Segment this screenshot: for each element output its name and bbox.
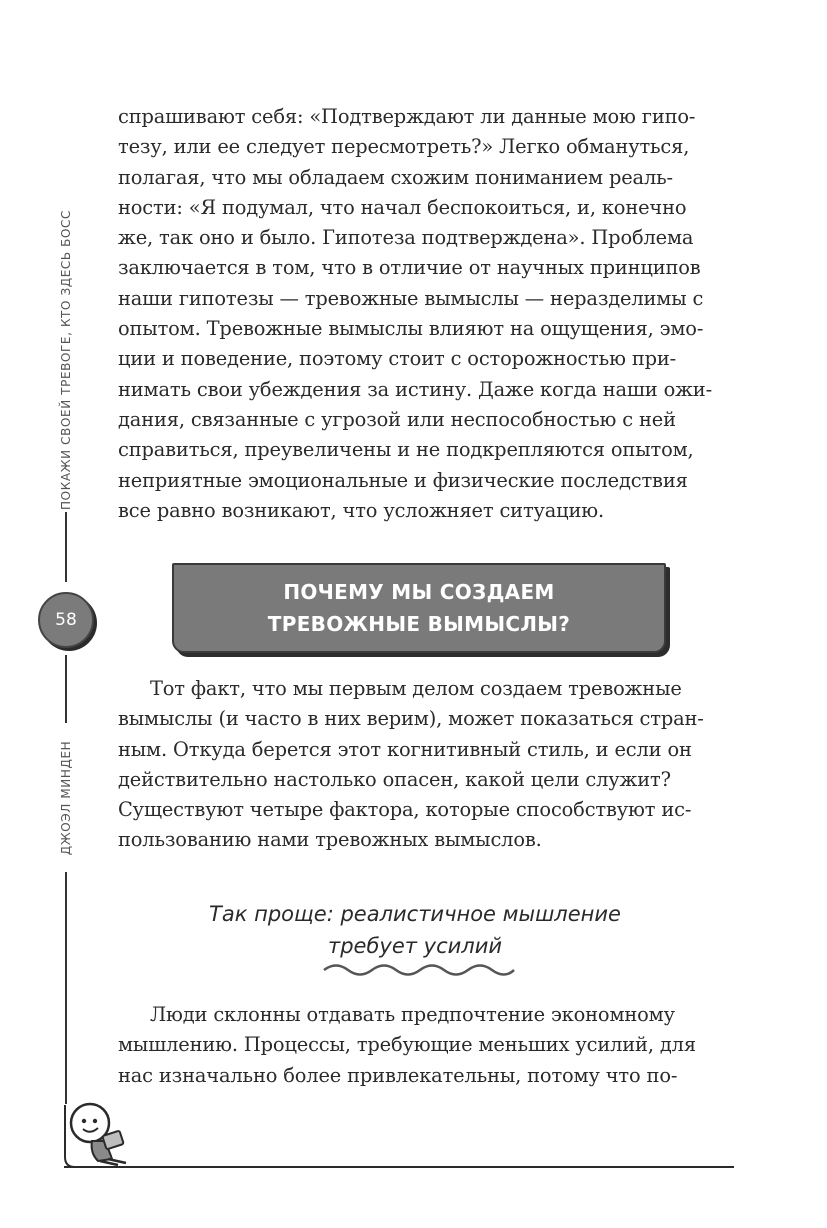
final-paragraph [118,1000,720,1091]
rail-line-middle [65,655,67,723]
text-line: нимать свои убеждения за истину. Даже когда наши ожи- [118,377,712,401]
text-line: действительно настолько опасен, какой цели служит? [118,767,671,791]
page-number-badge: 58 [38,592,94,648]
text-line: полагая, что мы обладаем схожим пониманием реаль- [118,165,673,189]
cartoon-character-icon [60,1095,140,1173]
text-line: спрашивают себя: «Подтверждают ли данные мою гипо- [118,105,696,128]
text-line: вымыслы (и часто в них верим), может показаться стран- [118,707,704,731]
text-line: мышлению. Процессы, требующие меньших усилий, для [118,1033,696,1057]
text-line: ции и поведение, поэтому стоит с осторожностью при- [118,347,677,371]
text-line: же, так оно и было. Гипотеза подтверждена». Проблема [118,226,694,250]
text-line: все равно возникают, что усложняет ситуацию. [118,498,605,522]
subsection-heading-line-1: Так проще: реалистичное мышление [209,902,621,926]
rail-line-lower [65,872,67,1104]
wavy-divider-icon [322,962,516,978]
text-line: Существуют четыре фактора, которые способствуют ис- [118,798,692,822]
text-line: ности: «Я подумал, что начал беспокоиться, и, конечно [118,195,687,219]
section-paragraph [118,674,720,856]
section-heading-box [172,563,666,653]
text-line: справиться, преувеличены и не подкрепляются опытом, [118,438,694,462]
subsection-heading [130,898,700,962]
text-line: наши гипотезы — тревожные вымыслы — неразделимы с [118,286,704,310]
text-line: ным. Откуда берется этот когнитивный стиль, и если он [118,737,692,761]
subsection-heading-line-2: требует усилий [327,934,503,958]
section-heading-line-2: ТРЕВОЖНЫЕ ВЫМЫСЛЫ? [267,612,571,636]
text-line: тезу, или ее следует пересмотреть?» Легко обмануться, [118,135,690,159]
text-line: неприятные эмоциональные и физические последствия [118,468,688,492]
text-line: пользованию нами тревожных вымыслов. [118,828,542,852]
bottom-rule [64,1166,734,1168]
intro-paragraph [118,102,720,526]
running-title: ПОКАЖИ СВОЕЙ ТРЕВОГЕ, КТО ЗДЕСЬ БОСС [59,210,73,510]
text-line: Тот факт, что мы первым делом создаем тревожные [150,677,682,700]
text-line: нас изначально более привлекательны, потому что по- [118,1063,678,1087]
text-line: заключается в том, что в отличие от научных принципов [118,256,701,280]
section-heading-line-1: ПОЧЕМУ МЫ СОЗДАЕМ [283,580,555,604]
text-line: Люди склонны отдавать предпочтение экономному [150,1003,675,1026]
text-line: дания, связанные с угрозой или неспособностью с ней [118,407,676,431]
text-line: опытом. Тревожные вымыслы влияют на ощущения, эмо- [118,317,704,341]
rail-line-upper [65,512,67,582]
running-author: ДЖОЭЛ МИНДЕН [59,740,73,856]
